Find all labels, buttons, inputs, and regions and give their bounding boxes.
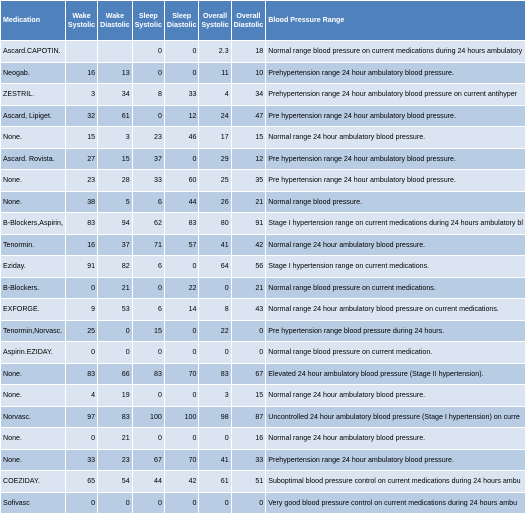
overall-diastolic-cell[interactable]: 21 [231, 191, 266, 213]
table-row[interactable] [1, 428, 526, 450]
sleep-diastolic-cell[interactable]: 46 [164, 127, 199, 149]
medication-cell[interactable]: Eziday. [1, 256, 66, 278]
medication-cell[interactable]: Norvasc. [1, 406, 66, 428]
sleep-systolic-cell[interactable]: 0 [132, 41, 164, 63]
wake-diastolic-cell[interactable]: 0 [98, 320, 133, 342]
overall-systolic-cell[interactable]: 4 [199, 84, 231, 106]
bp-range-cell[interactable]: Suboptimal blood pressure control on current medications during 24 hours ambu [266, 471, 526, 493]
overall-diastolic-cell[interactable]: 21 [231, 277, 266, 299]
overall-systolic-cell[interactable]: 61 [199, 471, 231, 493]
wake-diastolic-cell[interactable]: 0 [98, 342, 133, 364]
table-row[interactable] [1, 492, 526, 514]
medication-cell[interactable]: B-Blockers. [1, 277, 66, 299]
overall-diastolic-cell[interactable]: 0 [231, 342, 266, 364]
overall-systolic-cell[interactable]: 0 [199, 277, 231, 299]
overall-systolic-cell[interactable]: 0 [199, 492, 231, 514]
wake-systolic-cell[interactable]: 23 [65, 170, 97, 192]
wake-systolic-cell[interactable]: 0 [65, 277, 97, 299]
bp-range-cell[interactable]: Normal range 24 hour ambulatory blood pressure on current medications. [266, 299, 526, 321]
wake-systolic-cell[interactable]: 83 [65, 213, 97, 235]
sleep-systolic-cell[interactable]: 0 [132, 105, 164, 127]
overall-systolic-cell[interactable]: 0 [199, 428, 231, 450]
overall-systolic-cell[interactable]: 2.3 [199, 41, 231, 63]
medication-cell[interactable]: B-Blockers,Aspirin, [1, 213, 66, 235]
table-row[interactable] [1, 62, 526, 84]
sleep-diastolic-cell[interactable]: 60 [164, 170, 199, 192]
medication-cell[interactable]: None. [1, 363, 66, 385]
sleep-diastolic-cell[interactable]: 33 [164, 84, 199, 106]
sleep-diastolic-cell[interactable]: 0 [164, 492, 199, 514]
overall-diastolic-cell[interactable]: 15 [231, 385, 266, 407]
bp-range-cell[interactable]: Normal range blood pressure on current medication. [266, 342, 526, 364]
sleep-systolic-cell[interactable]: 23 [132, 127, 164, 149]
sleep-diastolic-cell[interactable]: 0 [164, 148, 199, 170]
overall-systolic-cell[interactable]: 22 [199, 320, 231, 342]
bp-range-cell[interactable]: Prehypertension range 24 hour ambulatory blood pressure. [266, 449, 526, 471]
sleep-diastolic-cell[interactable]: 70 [164, 449, 199, 471]
header-wake-diastolic: Wake Diastolic [98, 1, 133, 41]
sleep-diastolic-cell[interactable]: 14 [164, 299, 199, 321]
overall-systolic-cell[interactable]: 29 [199, 148, 231, 170]
wake-systolic-cell[interactable] [65, 41, 97, 63]
table-row[interactable] [1, 471, 526, 493]
table-row[interactable] [1, 213, 526, 235]
wake-systolic-cell[interactable]: 91 [65, 256, 97, 278]
bp-range-cell[interactable]: Normal range blood pressure. [266, 191, 526, 213]
header-sleep-diastolic: Sleep Diastolic [164, 1, 199, 41]
bp-range-cell[interactable]: Elevated 24 hour ambulatory blood pressure (Stage II hypertension). [266, 363, 526, 385]
table-body [1, 41, 526, 514]
sleep-systolic-cell[interactable]: 100 [132, 406, 164, 428]
overall-systolic-cell[interactable]: 8 [199, 299, 231, 321]
table-row[interactable] [1, 406, 526, 428]
medication-cell[interactable]: None. [1, 428, 66, 450]
header-wake-systolic: Wake Systolic [65, 1, 97, 41]
table-row[interactable] [1, 170, 526, 192]
sleep-systolic-cell[interactable]: 44 [132, 471, 164, 493]
overall-systolic-cell[interactable]: 41 [199, 449, 231, 471]
sleep-systolic-cell[interactable]: 6 [132, 256, 164, 278]
sleep-diastolic-cell[interactable]: 100 [164, 406, 199, 428]
table-row[interactable] [1, 320, 526, 342]
medication-cell[interactable]: Aspirin.EZIDAY. [1, 342, 66, 364]
wake-systolic-cell[interactable]: 16 [65, 234, 97, 256]
sleep-diastolic-cell[interactable]: 0 [164, 62, 199, 84]
table-row[interactable] [1, 299, 526, 321]
sleep-systolic-cell[interactable]: 6 [132, 191, 164, 213]
table-row[interactable] [1, 277, 526, 299]
wake-diastolic-cell[interactable]: 28 [98, 170, 133, 192]
header-overall-diastolic: Overall Diastolic [231, 1, 266, 41]
overall-systolic-cell[interactable]: 24 [199, 105, 231, 127]
wake-systolic-cell[interactable]: 15 [65, 127, 97, 149]
wake-systolic-cell[interactable]: 33 [65, 449, 97, 471]
wake-systolic-cell[interactable]: 4 [65, 385, 97, 407]
wake-diastolic-cell[interactable]: 37 [98, 234, 133, 256]
medication-cell[interactable]: Tenormin,Norvasc. [1, 320, 66, 342]
wake-diastolic-cell[interactable]: 15 [98, 148, 133, 170]
sleep-diastolic-cell[interactable]: 0 [164, 320, 199, 342]
overall-diastolic-cell[interactable]: 15 [231, 127, 266, 149]
bp-range-cell[interactable]: Normal range blood pressure on current medications during 24 hours ambulatory [266, 41, 526, 63]
overall-diastolic-cell[interactable]: 42 [231, 234, 266, 256]
wake-systolic-cell[interactable]: 25 [65, 320, 97, 342]
overall-diastolic-cell[interactable]: 91 [231, 213, 266, 235]
sleep-systolic-cell[interactable]: 71 [132, 234, 164, 256]
header-row [1, 1, 526, 41]
bp-range-cell[interactable]: Pre hypertension range blood pressure during 24 hours. [266, 320, 526, 342]
table-row[interactable] [1, 41, 526, 63]
bp-range-cell[interactable]: Normal range blood pressure on current medications. [266, 277, 526, 299]
medication-cell[interactable]: Ascard.CAPOTIN. [1, 41, 66, 63]
wake-diastolic-cell[interactable]: 61 [98, 105, 133, 127]
bp-range-cell[interactable]: Normal range 24 hour ambulatory blood pressure. [266, 127, 526, 149]
header-sleep-systolic: Sleep Systolic [132, 1, 164, 41]
header-medication: Medication [1, 1, 66, 41]
overall-diastolic-cell[interactable]: 33 [231, 449, 266, 471]
sleep-systolic-cell[interactable]: 8 [132, 84, 164, 106]
header-overall-systolic: Overall Systolic [199, 1, 231, 41]
table-row[interactable] [1, 191, 526, 213]
sleep-diastolic-cell[interactable]: 44 [164, 191, 199, 213]
wake-diastolic-cell[interactable]: 34 [98, 84, 133, 106]
overall-systolic-cell[interactable]: 98 [199, 406, 231, 428]
table-row[interactable] [1, 234, 526, 256]
sleep-diastolic-cell[interactable]: 0 [164, 256, 199, 278]
overall-systolic-cell[interactable]: 80 [199, 213, 231, 235]
medication-cell[interactable]: None. [1, 191, 66, 213]
sleep-diastolic-cell[interactable]: 22 [164, 277, 199, 299]
medication-cell[interactable]: None. [1, 127, 66, 149]
sleep-systolic-cell[interactable]: 62 [132, 213, 164, 235]
table-row[interactable] [1, 256, 526, 278]
wake-diastolic-cell[interactable]: 21 [98, 277, 133, 299]
overall-diastolic-cell[interactable]: 35 [231, 170, 266, 192]
medication-cell[interactable]: Ascard. Rovista. [1, 148, 66, 170]
sleep-systolic-cell[interactable]: 6 [132, 299, 164, 321]
bp-range-cell[interactable]: Pre hypertension range 24 hour ambulatory blood pressure. [266, 170, 526, 192]
overall-diastolic-cell[interactable]: 0 [231, 492, 266, 514]
table-row[interactable] [1, 127, 526, 149]
overall-diastolic-cell[interactable]: 16 [231, 428, 266, 450]
overall-diastolic-cell[interactable]: 12 [231, 148, 266, 170]
wake-diastolic-cell[interactable]: 54 [98, 471, 133, 493]
wake-diastolic-cell[interactable]: 66 [98, 363, 133, 385]
overall-diastolic-cell[interactable]: 67 [231, 363, 266, 385]
wake-diastolic-cell[interactable]: 23 [98, 449, 133, 471]
overall-systolic-cell[interactable]: 11 [199, 62, 231, 84]
medication-cell[interactable]: Ascard, Lipiget. [1, 105, 66, 127]
sleep-systolic-cell[interactable]: 0 [132, 385, 164, 407]
wake-systolic-cell[interactable]: 16 [65, 62, 97, 84]
bp-range-cell[interactable]: Stage I hypertension range on current medications during 24 hours ambulatory bl [266, 213, 526, 235]
overall-systolic-cell[interactable]: 3 [199, 385, 231, 407]
wake-diastolic-cell[interactable]: 82 [98, 256, 133, 278]
bp-range-cell[interactable]: Pre hypertension range 24 hour ambulatory blood pressure. [266, 105, 526, 127]
table-row[interactable] [1, 342, 526, 364]
sleep-systolic-cell[interactable]: 0 [132, 277, 164, 299]
overall-systolic-cell[interactable]: 83 [199, 363, 231, 385]
wake-systolic-cell[interactable]: 97 [65, 406, 97, 428]
sleep-systolic-cell[interactable]: 0 [132, 492, 164, 514]
overall-systolic-cell[interactable]: 64 [199, 256, 231, 278]
sleep-diastolic-cell[interactable]: 0 [164, 428, 199, 450]
overall-diastolic-cell[interactable]: 47 [231, 105, 266, 127]
bp-range-cell[interactable]: Stage I hypertension range on current medications. [266, 256, 526, 278]
header-bp-range: Blood Pressure Range [266, 1, 526, 41]
bp-range-cell[interactable]: Normal range 24 hour ambulatory blood pressure. [266, 234, 526, 256]
bp-range-cell[interactable]: Normal range 24 hour ambulatory blood pressure. [266, 385, 526, 407]
table-row[interactable] [1, 148, 526, 170]
medication-cell[interactable]: Neogab. [1, 62, 66, 84]
table-row[interactable] [1, 385, 526, 407]
overall-systolic-cell[interactable]: 0 [199, 342, 231, 364]
medication-cell[interactable]: None. [1, 449, 66, 471]
wake-diastolic-cell[interactable]: 83 [98, 406, 133, 428]
wake-diastolic-cell[interactable]: 94 [98, 213, 133, 235]
sleep-systolic-cell[interactable]: 33 [132, 170, 164, 192]
bp-range-cell[interactable]: Pre hypertension range 24 hour ambulatory blood pressure. [266, 148, 526, 170]
bp-range-cell[interactable]: Normal range 24 hour ambulatory blood pressure. [266, 428, 526, 450]
medication-cell[interactable]: COEZIDAY. [1, 471, 66, 493]
overall-diastolic-cell[interactable]: 56 [231, 256, 266, 278]
wake-systolic-cell[interactable]: 27 [65, 148, 97, 170]
medication-cell[interactable]: Sofivasc [1, 492, 66, 514]
sleep-diastolic-cell[interactable]: 42 [164, 471, 199, 493]
sleep-diastolic-cell[interactable]: 0 [164, 41, 199, 63]
sleep-systolic-cell[interactable]: 0 [132, 62, 164, 84]
overall-systolic-cell[interactable]: 25 [199, 170, 231, 192]
wake-diastolic-cell[interactable]: 5 [98, 191, 133, 213]
overall-diastolic-cell[interactable]: 87 [231, 406, 266, 428]
wake-diastolic-cell[interactable]: 21 [98, 428, 133, 450]
bp-range-cell[interactable]: Very good blood pressure control on current medications during 24 hours ambu [266, 492, 526, 514]
wake-systolic-cell[interactable]: 83 [65, 363, 97, 385]
wake-systolic-cell[interactable]: 9 [65, 299, 97, 321]
medication-cell[interactable]: None. [1, 170, 66, 192]
sleep-diastolic-cell[interactable]: 0 [164, 342, 199, 364]
sleep-diastolic-cell[interactable]: 57 [164, 234, 199, 256]
bp-range-cell[interactable]: Prehypertension range 24 hour ambulatory blood pressure. [266, 62, 526, 84]
wake-systolic-cell[interactable]: 65 [65, 471, 97, 493]
medication-cell[interactable]: Tenormin. [1, 234, 66, 256]
wake-systolic-cell[interactable]: 0 [65, 342, 97, 364]
sleep-systolic-cell[interactable]: 0 [132, 342, 164, 364]
wake-diastolic-cell[interactable]: 13 [98, 62, 133, 84]
sleep-diastolic-cell[interactable]: 0 [164, 385, 199, 407]
sleep-systolic-cell[interactable]: 0 [132, 428, 164, 450]
sleep-systolic-cell[interactable]: 83 [132, 363, 164, 385]
medication-cell[interactable]: EXFORGE. [1, 299, 66, 321]
medication-cell[interactable]: None. [1, 385, 66, 407]
wake-systolic-cell[interactable]: 38 [65, 191, 97, 213]
overall-systolic-cell[interactable]: 41 [199, 234, 231, 256]
table-row[interactable] [1, 363, 526, 385]
medication-cell[interactable]: ZESTRIL. [1, 84, 66, 106]
table-row[interactable] [1, 105, 526, 127]
wake-systolic-cell[interactable]: 0 [65, 492, 97, 514]
overall-systolic-cell[interactable]: 17 [199, 127, 231, 149]
table-row[interactable] [1, 84, 526, 106]
overall-diastolic-cell[interactable]: 34 [231, 84, 266, 106]
sleep-diastolic-cell[interactable]: 70 [164, 363, 199, 385]
sleep-systolic-cell[interactable]: 67 [132, 449, 164, 471]
wake-diastolic-cell[interactable]: 53 [98, 299, 133, 321]
overall-diastolic-cell[interactable]: 51 [231, 471, 266, 493]
bp-range-cell[interactable]: Uncontrolled 24 hour ambulatory blood pressure (Stage I hypertension) on curre [266, 406, 526, 428]
wake-diastolic-cell[interactable] [98, 41, 133, 63]
bp-range-cell[interactable]: Prehypertension range 24 hour ambulatory blood pressure on current antihyper [266, 84, 526, 106]
table-row[interactable] [1, 449, 526, 471]
sleep-systolic-cell[interactable]: 37 [132, 148, 164, 170]
wake-diastolic-cell[interactable]: 3 [98, 127, 133, 149]
overall-diastolic-cell[interactable]: 43 [231, 299, 266, 321]
overall-diastolic-cell[interactable]: 0 [231, 320, 266, 342]
wake-diastolic-cell[interactable]: 19 [98, 385, 133, 407]
sleep-diastolic-cell[interactable]: 83 [164, 213, 199, 235]
overall-diastolic-cell[interactable]: 10 [231, 62, 266, 84]
overall-systolic-cell[interactable]: 26 [199, 191, 231, 213]
wake-diastolic-cell[interactable]: 0 [98, 492, 133, 514]
sleep-systolic-cell[interactable]: 15 [132, 320, 164, 342]
wake-systolic-cell[interactable]: 3 [65, 84, 97, 106]
sleep-diastolic-cell[interactable]: 12 [164, 105, 199, 127]
overall-diastolic-cell[interactable]: 18 [231, 41, 266, 63]
wake-systolic-cell[interactable]: 0 [65, 428, 97, 450]
wake-systolic-cell[interactable]: 32 [65, 105, 97, 127]
